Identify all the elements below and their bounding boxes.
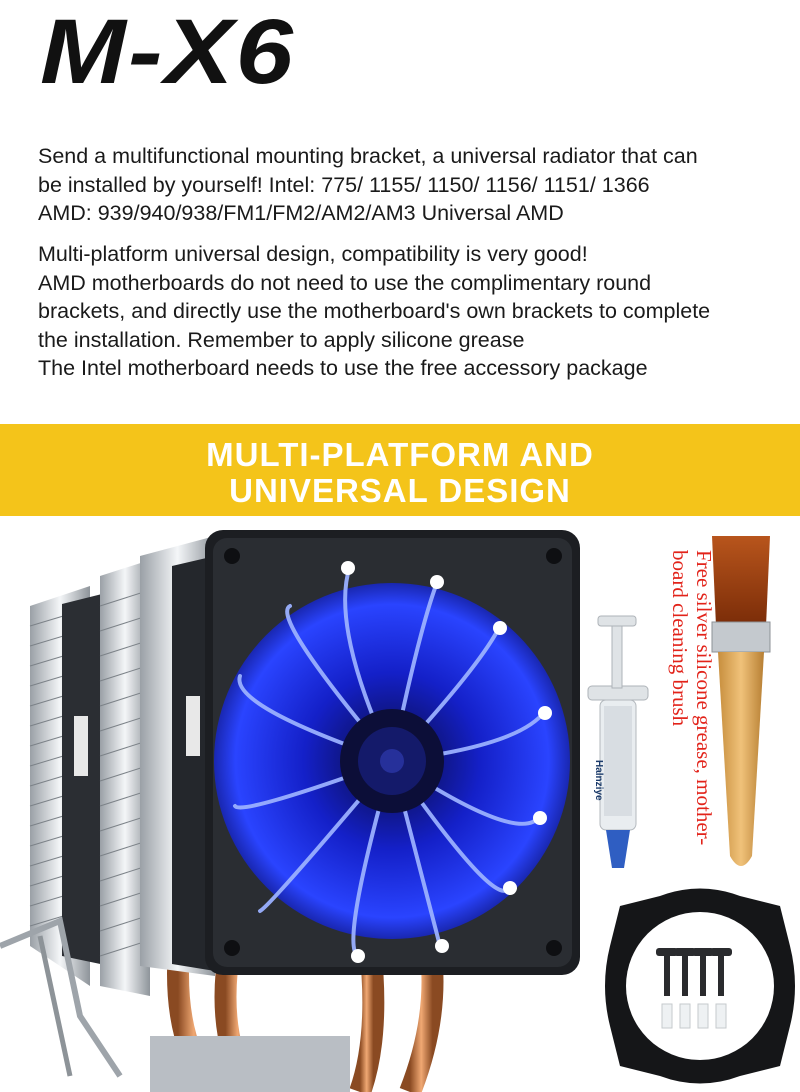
mounting-bracket: [605, 889, 795, 1084]
text-line: Multi-platform universal design, compatibility is very good!: [38, 242, 588, 266]
accessories-caption: [668, 550, 716, 890]
caption-line: board cleaning brush: [668, 550, 692, 727]
design-paragraph: [38, 240, 798, 383]
text-line: Send a multifunctional mounting bracket, a universal radiator that can: [38, 144, 698, 168]
banner-heading-line1: MULTI-PLATFORM AND: [206, 436, 594, 473]
text-line: AMD motherboards do not need to use the complimentary round: [38, 270, 652, 295]
product-title: M-X6: [40, 1, 296, 103]
cleaning-brush: [712, 536, 770, 866]
compatibility-paragraph: [38, 142, 798, 228]
banner-heading-line2: UNIVERSAL DESIGN: [229, 472, 571, 509]
text-line: AMD: 939/940/938/FM1/FM2/AM2/AM3 Universal AMD: [38, 201, 564, 225]
text-line: be installed by yourself! Intel: 775/ 1155/ 1150/ 1156/ 1151/ 1366: [38, 172, 650, 197]
fan: [205, 530, 580, 975]
caption-line: Free silver silicone grease, mother-: [692, 550, 716, 846]
text-line: brackets, and directly use the motherboard's own brackets to complete: [38, 299, 711, 323]
syringe-brand-label: Halnziye: [593, 760, 604, 801]
text-line: The Intel motherboard needs to use the free accessory package: [38, 356, 648, 380]
heatsink-fins: [30, 536, 215, 996]
thermal-paste-syringe: [588, 616, 648, 868]
text-line: the installation. Remember to apply silicone grease: [38, 327, 525, 352]
